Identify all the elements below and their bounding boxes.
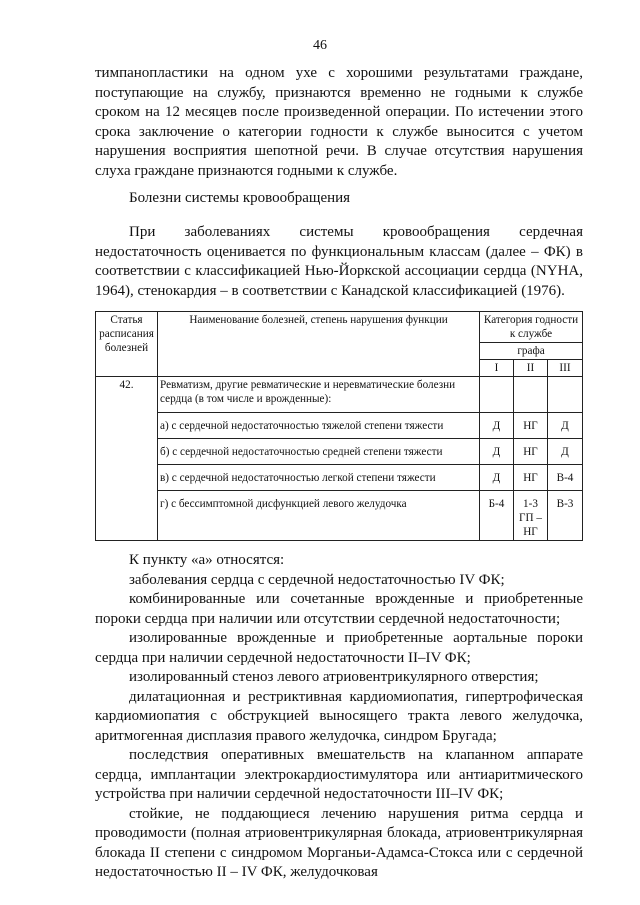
intro-paragraph: тимпанопластики на одном ухе с хорошими результатами граждане, поступающие на службу, признаются временно не годными к службе сроком на 12 месяцев после произведенной операции. По истечении этого срока заключение о категории годности к службе выносится с учетом нарушения восприятия шепотной речи. В случае отсутствия нарушения слуха граждане признаются годными к службе. (95, 65, 583, 179)
row-g3: В-4 (548, 465, 583, 491)
list-item: стойкие, не поддающиеся лечению нарушения ритма сердца и проводимости (полная атриовентрикулярная блокада, атриовентрикулярная блокада II степени с синдромом Морганьи-Адамса-Стокса или с сердечной недостаточностью II – IV ФК, желудочковая (95, 805, 583, 880)
header-graph: графа (480, 343, 583, 360)
article-number: 42. (96, 377, 158, 541)
list-item: заболевания сердца с сердечной недостаточностью IV ФК; (129, 571, 505, 588)
row-g2: 1-3 ГП – НГ (514, 491, 548, 541)
row-name: б) с сердечной недостаточностью средней степени тяжести (158, 439, 480, 465)
row-name: г) с бессимптомной дисфункцией левого желудочка (158, 491, 480, 541)
row-g1: Д (480, 439, 514, 465)
header-col-1: I (480, 360, 514, 377)
list-section (95, 551, 583, 883)
row-name: а) с сердечной недостаточностью тяжелой степени тяжести (158, 413, 480, 439)
row-g2: НГ (514, 413, 548, 439)
row-g2: НГ (514, 465, 548, 491)
header-category: Категория годности к службе (480, 312, 583, 343)
header-col-3: III (548, 360, 583, 377)
row-g3: Д (548, 439, 583, 465)
row-name: в) с сердечной недостаточностью легкой степени тяжести (158, 465, 480, 491)
row-g3: Д (548, 413, 583, 439)
list-item: изолированный стеноз левого атриовентрикулярного отверстия; (129, 669, 539, 685)
row-g3: В-3 (548, 491, 583, 541)
row-g2: НГ (514, 439, 548, 465)
list-item: комбинированные или сочетанные врожденные и приобретенные пороки сердца при наличии или отсутствии сердечной недостаточности; (95, 591, 583, 627)
page-number: 46 (313, 38, 327, 53)
category-table (95, 311, 583, 541)
list-item: изолированные врожденные и приобретенные аортальные пороки сердца при наличии сердечной недостаточности II–IV ФК; (95, 630, 583, 666)
table-row (96, 465, 583, 491)
header-name: Наименование болезней, степень нарушения функции (158, 312, 480, 377)
list-intro: К пункту «а» относятся: (129, 552, 285, 568)
row-g1: Д (480, 413, 514, 439)
table-row (96, 491, 583, 541)
article-title: Ревматизм, другие ревматические и неревматические болезни сердца (в том числе и врожденные): (158, 377, 480, 413)
section-paragraph: При заболеваниях системы кровообращения сердечная недостаточность оценивается по функциональным классам (далее – ФК) в соответствии с классификацией Нью-Йоркской ассоциации сердца (NYHA, 1964), стенокардия – в соответствии с Канадской классификацией (1976). (95, 224, 583, 299)
table-row (96, 439, 583, 465)
list-item: последствия оперативных вмешательств на клапанном аппарате сердца, имплантации электрокардиостимулятора или антиаритмического устройства при наличии сердечной недостаточности III–IV ФК; (95, 747, 583, 802)
section-heading: Болезни системы кровообращения (129, 190, 351, 206)
row-g1: Б-4 (480, 491, 514, 541)
table-row (96, 413, 583, 439)
header-col-2: II (514, 360, 548, 377)
table-header-row (96, 312, 583, 343)
table-row (96, 377, 583, 413)
list-item: дилатационная и рестриктивная кардиомиопатия, гипертрофическая кардиомиопатия с обструкцией выносящего тракта левого желудочка, аритмогенная дисплазия правого желудочка, синдром Бругада; (95, 688, 583, 744)
header-article: Статья расписания болезней (96, 312, 158, 377)
row-g1: Д (480, 465, 514, 491)
